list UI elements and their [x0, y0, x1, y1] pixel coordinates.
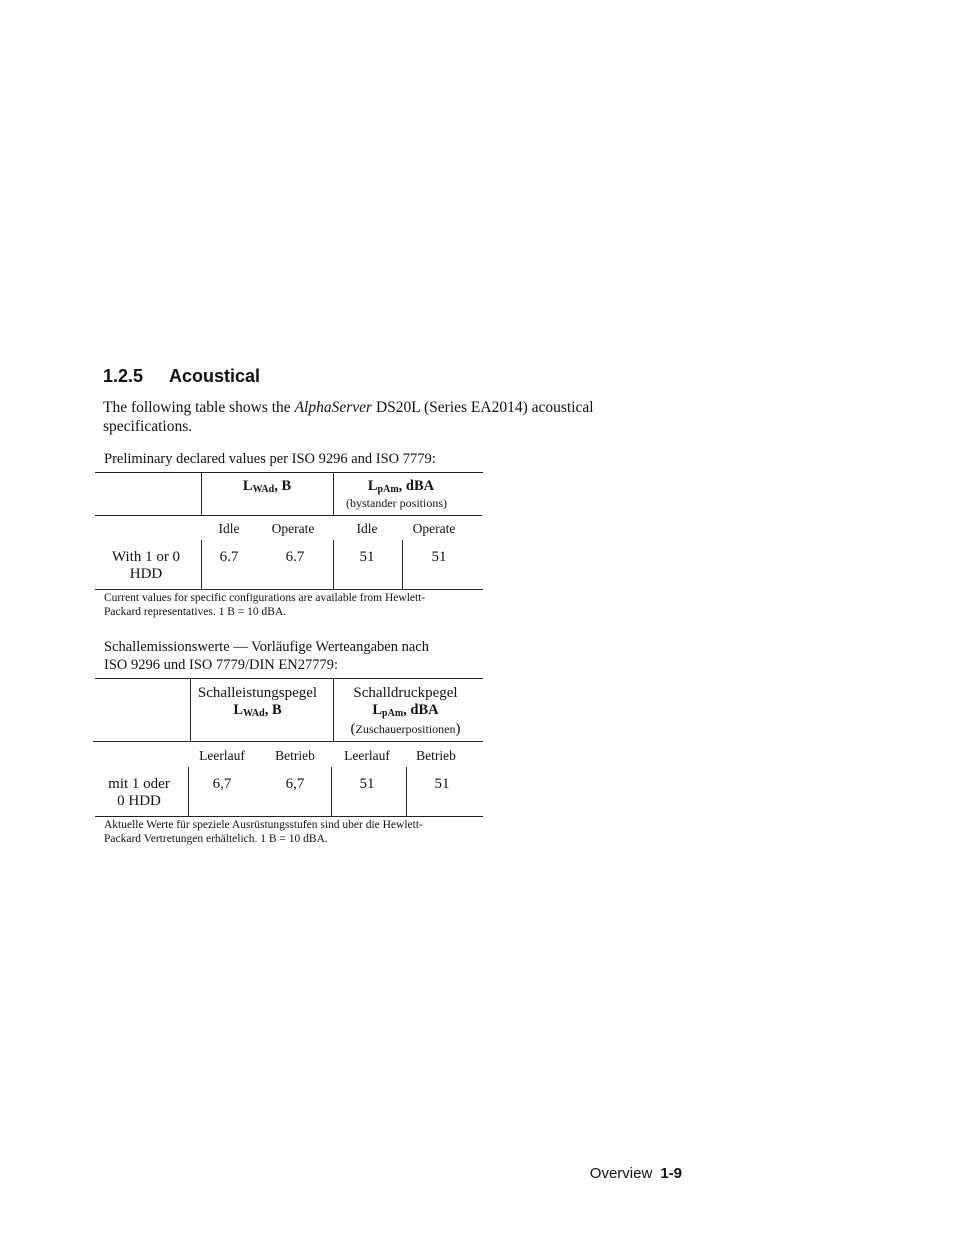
table-rule — [402, 540, 403, 589]
column-header: Betrieb — [275, 748, 315, 763]
table-footnote: Current values for specific configurations are available from Hewlett- Packard representatives. 1 B = 10 dBA. — [104, 592, 426, 618]
table-rule — [201, 540, 202, 589]
column-header: Leerlauf — [199, 748, 245, 763]
row-label: mit 1 oder 0 HDD — [108, 776, 170, 809]
table-rule — [93, 741, 483, 742]
column-header: Operate — [412, 521, 456, 536]
table-rule — [333, 540, 334, 589]
table-rule — [188, 767, 189, 816]
table-cell: 51 — [431, 549, 447, 565]
page-footer — [590, 1165, 682, 1182]
column-header: Operate — [271, 521, 315, 536]
table-rule — [331, 767, 332, 816]
table-cell: 6,7 — [285, 776, 305, 792]
table-rule — [95, 589, 483, 590]
table-cell: 51 — [434, 776, 450, 792]
section-title: Acoustical — [169, 366, 261, 386]
page-number: 1-9 — [660, 1165, 682, 1182]
row-label: With 1 or 0 HDD — [111, 549, 181, 582]
column-header: Idle — [356, 521, 378, 536]
section-heading — [103, 366, 260, 387]
header-sound-pressure: $L_{pAm}$, dBA — [372, 702, 439, 719]
table-cell: 6.7 — [219, 549, 239, 565]
header-sound-power-title: Schalleistungspegel — [197, 685, 318, 701]
table-rule — [95, 816, 483, 817]
header-note: (Zuschauerpositionen) — [350, 721, 461, 737]
header-sound-pressure: $L_{pAm}$, dBA — [367, 478, 435, 495]
intro-paragraph: The following table shows the AlphaServer DS20L (Series EA2014) acoustical specifications. — [103, 399, 594, 435]
footer-label: Overview — [589, 1165, 653, 1182]
table-cell: 6,7 — [212, 776, 232, 792]
header-sound-power: $L_{WAd}$, B — [242, 478, 292, 495]
header-sound-power: $L_{WAd}$, B — [233, 702, 282, 719]
column-header: Idle — [218, 521, 240, 536]
table-rule — [95, 515, 482, 516]
table-caption: Schallemissionswerte — Vorläufige Werteangaben nach ISO 9296 und ISO 7779/DIN EN27779: — [104, 639, 429, 673]
column-header: Leerlauf — [344, 748, 390, 763]
table-caption: Preliminary declared values per ISO 9296 and ISO 7779: — [104, 451, 436, 467]
column-header: Betrieb — [416, 748, 456, 763]
product-name: AlphaServer — [294, 399, 373, 416]
table-rule — [95, 678, 483, 679]
table-cell: 51 — [359, 776, 375, 792]
header-note: (bystander positions) — [346, 496, 447, 510]
table-cell: 51 — [359, 549, 375, 565]
table-rule — [406, 767, 407, 816]
table-rule — [95, 472, 483, 473]
table-cell: 6.7 — [285, 549, 305, 565]
section-number: 1.2.5 — [103, 366, 144, 386]
table-footnote: Aktuelle Werte für speziele Ausrüstungsstufen sind uber die Hewlett- Packard Vertretungen erhältelich. 1 B = 10 dBA. — [104, 819, 423, 845]
header-sound-pressure-title: Schalldruckpegel — [353, 685, 458, 701]
